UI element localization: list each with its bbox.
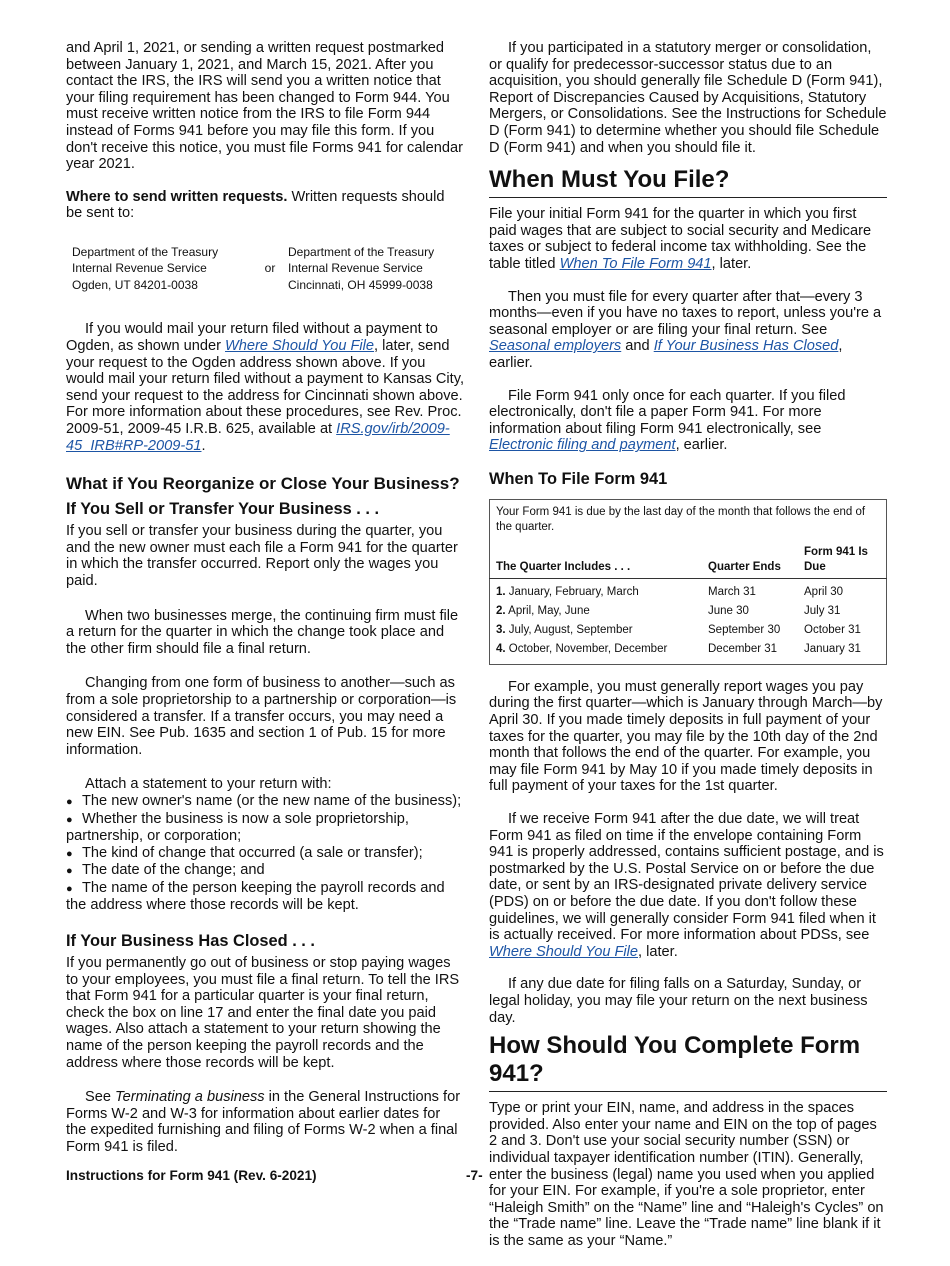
address-line: Department of the Treasury: [288, 244, 435, 259]
table-header-row: [490, 541, 887, 579]
link-seasonal-employers[interactable]: Seasonal employers: [489, 338, 622, 355]
paragraph-change-form: Changing from one form of business to another—such as from a sole proprietorship to a partnership or corporation—is considered a transfer. If a transfer occurs, you may need a new EIN. See Pub. 1635 and section 1 of Pub. 15 for more information.: [66, 675, 457, 758]
text: and: [621, 338, 654, 355]
link-where-should-you-file[interactable]: Where Should You File: [225, 338, 375, 355]
table-note-row: [490, 499, 887, 541]
table-cell: [490, 602, 703, 621]
table-row: [490, 602, 887, 621]
table-cell: [490, 578, 703, 602]
right-column: [489, 40, 887, 1266]
address-line: Cincinnati, OH 45999-0038: [288, 277, 433, 292]
table-cell: June 30: [708, 604, 749, 617]
paragraph-every-quarter: [489, 289, 887, 372]
paragraph-receive-late: [489, 811, 887, 960]
list-item: [66, 845, 464, 863]
paragraph-initial-form: [489, 206, 887, 272]
row-number: 3.: [496, 623, 506, 636]
table-row: [490, 578, 887, 602]
address-line: Ogden, UT 84201-0038: [72, 277, 198, 292]
list-item: [66, 862, 464, 880]
bullet-icon: ●: [66, 882, 73, 895]
row-months: April, May, June: [505, 604, 590, 617]
due-date-table: [489, 499, 887, 665]
table-cell: [490, 621, 703, 640]
bullet-icon: ●: [66, 813, 73, 826]
link-business-closed[interactable]: If Your Business Has Closed: [653, 338, 839, 355]
paragraph-terminating-business: [66, 1089, 464, 1155]
table-cell: July 31: [804, 604, 841, 617]
footer-title: Instructions for Form 941 (Rev. 6-2021): [66, 1168, 317, 1183]
paragraph-example: For example, you must generally report wages you pay during the first quarter—which is January through March—by April 30. If you made timely deposits in full payment of your taxes for the quarter, you may file by the 10th day of the 2nd month that follows the end of the quarter. For example, you may file Form 941 by May 10 if you made timely deposits in full payment of your taxes for the 1st quarter.: [489, 678, 883, 795]
text: .: [201, 437, 206, 454]
heading-when-must-you-file: When Must You File?: [489, 166, 887, 198]
list-item: [66, 793, 464, 811]
where-to-send-heading: Where to send written requests.: [66, 188, 288, 205]
column-header: Form 941 Is Due: [798, 541, 887, 579]
text: , earlier.: [675, 437, 728, 454]
heading-sell-transfer: If You Sell or Transfer Your Business . . .: [66, 500, 380, 519]
table-cell: September 30: [708, 623, 781, 636]
attach-statement-list: [66, 793, 464, 914]
address-line: Internal Revenue Service: [72, 261, 207, 276]
italic-reference: Terminating a business: [115, 1089, 265, 1106]
table-cell: April 30: [804, 585, 843, 598]
text: , later, send your request to the Ogden address shown above. If you would mail your return filed without a payment to Kansas City, send your request to the address for Cincinnati shown above. For more information about these procedures, see Rev. Proc. 2009-51, 2009-45 I.R.B. 625, available at: [66, 338, 464, 437]
text: See: [85, 1089, 116, 1106]
row-number: 4.: [496, 642, 506, 655]
list-item: [66, 811, 464, 845]
link-where-should-you-file[interactable]: Where Should You File: [489, 943, 639, 960]
list-item-text: The date of the change; and: [82, 862, 265, 879]
text: in the General Instructions for Forms W-2 and W-3 for information about earlier dates for the expedited furnishing and filing of Forms W-2 when a final Form 941 is filed.: [66, 1089, 461, 1155]
table-row: [490, 621, 887, 640]
bullet-icon: ●: [66, 847, 73, 860]
list-item-text: The name of the person keeping the payroll records and the address where those records will be kept.: [66, 879, 445, 914]
column-header: Quarter Ends: [702, 541, 798, 579]
text: , earlier.: [489, 338, 843, 371]
table-cell: [490, 640, 703, 665]
list-item-text: The new owner's name (or the new name of the business);: [82, 792, 462, 809]
heading-business-closed: If Your Business Has Closed . . .: [66, 932, 315, 951]
table-cell: January 31: [804, 642, 861, 655]
row-months: January, February, March: [505, 585, 639, 598]
paragraph-attach-statement: Attach a statement to your return with:: [85, 776, 332, 793]
paragraph-holiday: If any due date for filing falls on a Saturday, Sunday, or legal holiday, you may file your return on the next business day.: [489, 976, 868, 1026]
list-item-text: The kind of change that occurred (a sale or transfer);: [82, 844, 423, 861]
list-item: [66, 880, 464, 914]
heading-reorganize: What if You Reorganize or Close Your Business?: [66, 474, 460, 494]
text: File Form 941 only once for each quarter. If you filed electronically, don't file a paper Form 941. For more information about filing Form 941 electronically, see: [489, 387, 846, 437]
paragraph-where-to-send: [66, 189, 464, 222]
row-number: 1.: [496, 585, 506, 598]
bullet-icon: ●: [66, 795, 73, 808]
paragraph-complete-form: Type or print your EIN, name, and address in the spaces provided. Also enter your name and EIN on the top of pages 2 and 3. Don't use your social security number (SSN) or individual taxpayer identification number (ITIN). Generally, enter the business (legal) name you used when you applied for your EIN. For example, if you're a sole proprietor, enter “Haleigh Smith” on the “Name” line and “Haleigh's Cycles” on the “Trade name” line. Leave the “Trade name” line blank if it is the same as your “Name.”: [489, 1100, 884, 1249]
address-line: Department of the Treasury: [72, 244, 219, 259]
paragraph-form944-request: and April 1, 2021, or sending a written request postmarked between January 1, 2021, and March 15, 2021. After you contact the IRS, the IRS will send you a written notice that your filing requirement has been changed to Form 944. You must receive written notice from the IRS to file Form 944 instead of Forms 941 before you may file this form. If you don't receive this notice, you must file Forms 941 for calendar year 2021.: [66, 40, 464, 173]
row-months: October, November, December: [505, 642, 668, 655]
heading-when-to-file-table: When To File Form 941: [489, 469, 668, 488]
paragraph-statutory-merger: If you participated in a statutory merger or consolidation, or qualify for predecessor-successor status due to an acquisition, you should generally file Schedule D (Form 941), Report of Discrepancies Caused by Acquisitions, Statutory Mergers, or Consolidations. See the Instructions for Schedule D (Form 941) to determine whether you should file Schedule D (Form 941) and when you should file it.: [489, 40, 887, 156]
heading-how-complete: How Should You Complete Form 941?: [489, 1032, 887, 1092]
table-cell: March 31: [708, 585, 756, 598]
list-item-text: Whether the business is now a sole proprietorship, partnership, or corporation;: [66, 810, 409, 845]
text: , later.: [638, 943, 678, 960]
paragraph-mail-return: [66, 321, 464, 454]
link-when-to-file[interactable]: When To File Form 941: [559, 255, 712, 272]
address-ogden: [72, 244, 252, 294]
address-or: or: [264, 261, 276, 276]
text: If you would mail your return filed without a payment to Ogden, as shown under: [66, 321, 438, 355]
paragraph-file-once: [489, 388, 887, 454]
text: If we receive Form 941 after the due date, we will treat Form 941 as filed on time if the envelope containing Form 941 is properly addressed, contains sufficient postage, and is postmarked by the U.S. Postal Service on or before the due date, or sent by an IRS-designated private delivery service (PDS) on or before the due date. If you don't follow these guidelines, we will generally consider Form 941 filed when it is actually received. For more information about PDSs, see: [489, 811, 884, 944]
row-months: July, August, September: [505, 623, 633, 636]
paragraph-sell-transfer: If you sell or transfer your business during the quarter, you and the new owner must each file a Form 941 for the quarter in which the transfer occurred. Report only the wages you paid.: [66, 523, 458, 589]
page-number: -7-: [466, 1168, 483, 1183]
address-line: Internal Revenue Service: [288, 261, 423, 276]
column-header: The Quarter Includes . . .: [490, 541, 703, 579]
bullet-icon: ●: [66, 865, 73, 878]
table-note: Your Form 941 is due by the last day of the month that follows the end of the quarter.: [496, 505, 866, 533]
irs-addresses: [72, 244, 464, 294]
row-number: 2.: [496, 604, 506, 617]
left-column: [66, 40, 464, 1172]
table-row: [490, 640, 887, 665]
text: Then you must file for every quarter after that—every 3 months—even if you have no taxes to report, unless you're a seasonal employer or are filing your final return. See: [489, 288, 882, 338]
address-cincinnati: [288, 244, 464, 294]
text: File your initial Form 941 for the quarter in which you first paid wages that are subject to social security and Medicare taxes or subject to federal income tax withholding. See the table titled: [489, 206, 872, 272]
link-electronic-filing[interactable]: Electronic filing and payment: [489, 437, 676, 454]
text: , later.: [711, 255, 752, 272]
where-to-send-text: Written requests should be sent to:: [66, 188, 445, 222]
paragraph-merge: When two businesses merge, the continuing firm must file a return for the quarter in which the change took place and the other firm should file a final return.: [66, 607, 459, 657]
table-cell: December 31: [708, 642, 778, 655]
paragraph-business-closed: If you permanently go out of business or stop paying wages to your employees, you must file a final return. To tell the IRS that Form 941 for a particular quarter is your final return, check the box on line 17 and enter the final date you paid wages. Also attach a statement to your return showing the name of the person keeping the payroll records and the address where those records will be kept.: [66, 955, 460, 1071]
link-irb-2009-45[interactable]: IRS.gov/irb/2009-45_IRB#RP-2009-51: [66, 421, 450, 454]
table-cell: October 31: [804, 623, 861, 636]
